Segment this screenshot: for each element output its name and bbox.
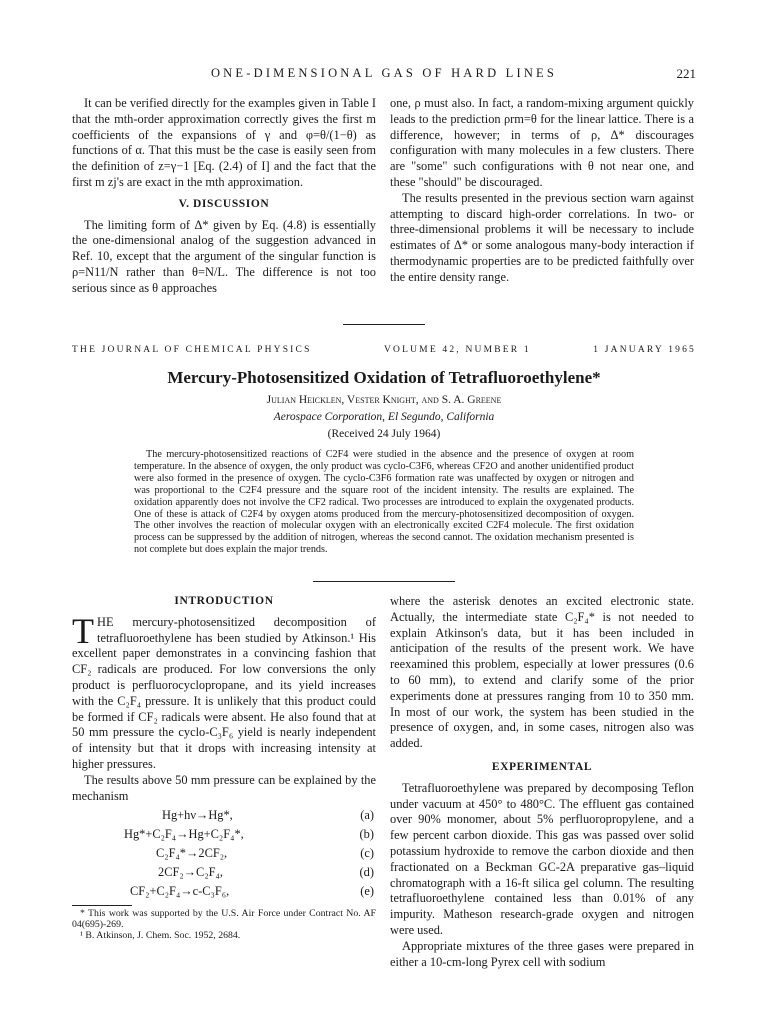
footnote: * This work was supported by the U.S. Air Force under Contract No. AF 04(695)-269. (72, 908, 376, 931)
body-paragraph: The limiting form of Δ* given by Eq. (4.8) is essentially the one-dimensional analog of the suggestion advanced in Ref. 10, except that the argument of the singular function is ρ=N11/N rather than θ=N/L. The difference is not too serious since as θ approaches (72, 217, 376, 295)
equation (72, 846, 376, 865)
drop-cap: T (72, 610, 94, 651)
footnotes (72, 908, 376, 941)
equation (72, 808, 376, 827)
abstract (134, 449, 634, 556)
equation-label: (e) (360, 884, 374, 899)
article-affiliation: Aerospace Corporation, El Segundo, California (273, 411, 495, 423)
body-paragraph: Tetrafluoroethylene was prepared by decomposing Teflon under vacuum at 450° to 480°C. The effluent gas contained over 90% monomer, about 5% perfluoropropylene, and a few percent carbon dioxide. This gas was passed over solid potassium hydroxide to remove the carbon dioxide and then fractionated on a Beckman GC-2A preparative gas–liquid chromatograph with a 16-ft silica gel column. The resulting tetrafluoroethylene contained less than 0.01% of any impurity. Matheson research-grade oxygen and nitrogen were used. (390, 780, 694, 937)
section-heading: INTRODUCTION (174, 595, 274, 607)
equation-list (72, 808, 376, 903)
equation-expression: Hg+hν→Hg*, (162, 808, 233, 823)
article-left-column (72, 594, 376, 941)
body-paragraph: The results above 50 mm pressure can be explained by the mechanism (72, 772, 376, 803)
equation-expression: 2CF₂→C₂F₄, (158, 865, 223, 880)
equation-expression: CF₂+C₂F₄→c-C₃F₆, (130, 884, 230, 899)
body-paragraph: Appropriate mixtures of the three gases were prepared in either a 10-cm-long Pyrex cell with sodium (390, 938, 694, 969)
section-heading: EXPERIMENTAL (491, 760, 593, 773)
journal-name: THE JOURNAL OF CHEMICAL PHYSICS (72, 345, 312, 355)
abstract-rule (313, 581, 455, 582)
body-paragraph: one, ρ must also. In fact, a random-mixing argument quickly leads to the prediction ρrm=θ for the linear lattice. There is a difference, however; in terms of ρ, Δ* discourages configuration with many molecules in a few clusters. There are "some" such configurations with θ not near one, and these "should" be discouraged. (390, 96, 694, 189)
abstract-text: The mercury-photosensitized reactions of C2F4 were studied in the absence and the presence of oxygen at room temperature. In the absence of oxygen, the only product was cyclo-C3F6, whereas CF2O and another unidentified product were also formed in the presence of oxygen. The cyclo-C3F6 formation rate was unaffected by oxygen or nitrogen and was proportional to the C2F4 pressure and the square root of the incident intensity. The results are explained. The oxidation apparently does not involve the CF2 radical. Two processes are introduced to explain the oxygenated products. One of these is attack of C2F4 by oxygen atoms produced from the mercury-photosensitized decomposition of oxygen. The other involves the reaction of molecular oxygen with an electronically excited C2F4 molecule. The first oxidation process can be suppressed by the addition of nitrogen, whereas the second cannot. The oxidation mechanism presented is not complete but does explain the major trends. (134, 449, 634, 556)
body-paragraph: where the asterisk denotes an excited electronic state. Actually, the intermediate state C₂F₄* is not needed to explain Atkinson's data, but it has been included in anticipation of the results of the present work. We have reexamined this problem, especially at lower pressures (0.6 to 60 mm), to extend and clarify some of the prior experiments done at pressures ranging from 10 to 350 mm. In most of our work, the system has been studied in the presence of oxygen, and, in some cases, nitrogen also was added. (390, 594, 694, 751)
article-title: Mercury-Photosensitized Oxidation of Tetrafluoroethylene* (167, 368, 601, 387)
equation-expression: Hg*+C₂F₄→Hg+C₂F₄*, (124, 827, 244, 842)
equation-label: (c) (360, 846, 374, 861)
previous-article-right-column (390, 96, 694, 286)
body-paragraph: It can be verified directly for the examples given in Table I that the mth-order approximation correctly gives the first m coefficients of the expansions of γ and φ=θ/(1−θ) as functions of α. That this must be the case is easily seen from the definition of z=γ−1 [Eq. (2.4) of I] and the fact that the first m zj's are exact in the mth approximation. (72, 96, 376, 189)
running-title: ONE-DIMENSIONAL GAS OF HARD LINES (210, 66, 558, 80)
equation-label: (d) (359, 865, 374, 880)
intro-paragraph-text: HE mercury-photosensitized decomposition of tetrafluoroethylene has been studied by Atkinson.¹ His excellent paper demonstrates in a convincing fashion that CF₂ radicals are produced. For low conversions the only product is perfluorocyclopropane, and its yield increases with the C₂F₄ pressure. It is unlikely that this product could be formed if CF₂ radicals were absent. He also found that at 50 mm pressure the cyclo-C₃F₆ yield is nearly independent of intensity but that it drops with increasing intensity at higher pressures. (72, 614, 376, 771)
intro-paragraph (72, 610, 376, 773)
article-right-column (390, 594, 694, 970)
previous-article-left-column (72, 96, 376, 297)
equation-label: (b) (359, 827, 374, 842)
equation-label: (a) (360, 808, 374, 823)
journal-volume: VOLUME 42, NUMBER 1 (384, 345, 531, 355)
equation (72, 827, 376, 846)
equation (72, 884, 376, 903)
equation (72, 865, 376, 884)
equation-expression: C₂F₄*→2CF₂, (156, 846, 228, 861)
article-authors: Julian Heicklen, Vester Knight, and S. A. Greene (266, 394, 502, 406)
journal-date: 1 JANUARY 1965 (593, 345, 696, 355)
received-date: (Received 24 July 1964) (327, 428, 441, 440)
footnote-rule (72, 905, 132, 906)
page-number: 221 (676, 66, 696, 81)
body-paragraph: The results presented in the previous section warn against attempting to discard high-order correlations. In two- or three-dimensional problems it will be necessary to include estimates of Δ* or some analogous many-body interaction if thermodynamic properties are to be predicted faithfully over the entire density range. (390, 190, 694, 284)
footnote: ¹ B. Atkinson, J. Chem. Soc. 1952, 2684. (80, 930, 241, 942)
section-heading: V. DISCUSSION (178, 197, 270, 210)
end-of-article-rule (343, 324, 425, 325)
